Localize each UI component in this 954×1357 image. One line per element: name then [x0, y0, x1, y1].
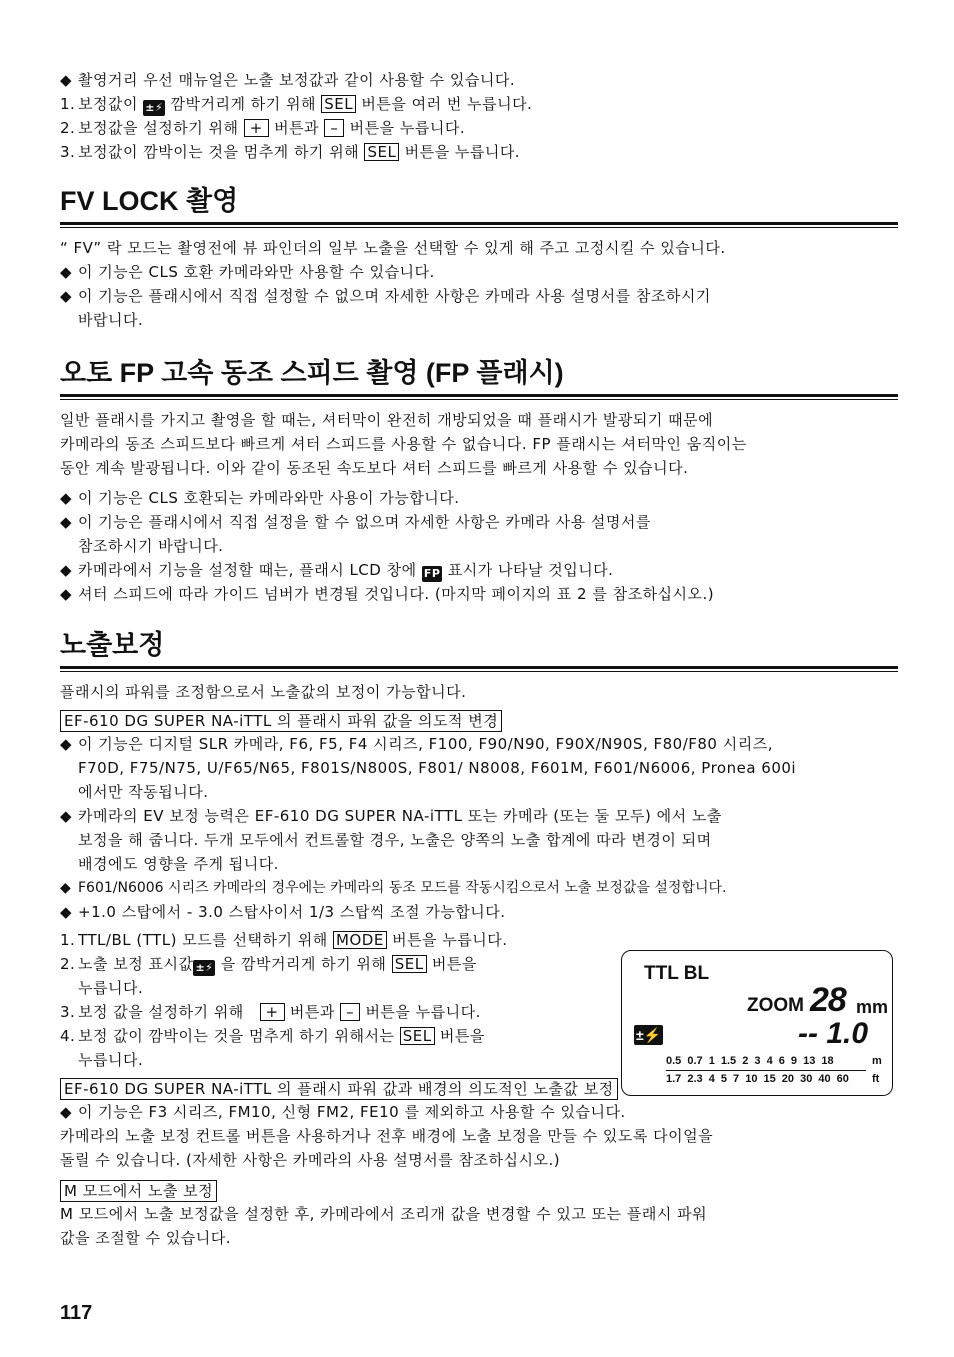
flash-compensation-icon: ±⚡	[145, 101, 164, 114]
lcd-distance-scale-m: 0.5 0.7 1 1.5 2 3 4 6 9 13 18	[666, 1055, 834, 1067]
bullet: ◆ 이 기능은 F3 시리즈, FM10, 신형 FM2, FE10 를 제외하고 사용할 수 있습니다.	[60, 1103, 626, 1121]
divider	[60, 222, 898, 225]
bullet: ◆ +1.0 스탑에서 - 3.0 스탑사이서 1/3 스탑씩 조절 가능합니다.	[60, 903, 506, 921]
section-title: 노출보정	[60, 630, 165, 660]
paragraph-line: 값을 조절할 수 있습니다.	[60, 1229, 231, 1247]
lcd-mode: TTL BL	[644, 963, 710, 984]
bullet: ◆ 이 기능은 CLS 호환되는 카메라와만 사용이 가능합니다.	[60, 489, 460, 507]
bullet: ◆ 이 기능은 CLS 호환 카메라와만 사용할 수 있습니다.	[60, 263, 435, 281]
subsection-title: EF-610 DG SUPER NA-iTTL 의 플래시 파워 값을 의도적 변경	[60, 710, 502, 732]
paragraph: 플래시의 파워를 조정함으로서 노출값의 보정이 가능합니다.	[60, 683, 467, 701]
bullet: ◆ 셔터 스피드에 따라 가이드 넘버가 변경될 것입니다. (마지막 페이지의 표 2 를 참조하십시오.)	[60, 585, 715, 603]
minus-key: –	[324, 119, 344, 137]
subsection-title: EF-610 DG SUPER NA-iTTL 의 플래시 파워 값과 배경의 의도적인 노출값 보정	[60, 1078, 618, 1100]
step-continuation: 누릅니다.	[78, 979, 144, 997]
plus-key: +	[244, 119, 269, 137]
section-title: FV LOCK 촬영	[60, 186, 239, 216]
bullet: ◆ 카메라에서 기능을 설정할 때는, 플래시 LCD 창에 FP 표시가 나타날 것입니다.	[60, 561, 614, 580]
paragraph-line: M 모드에서 노출 보정값을 설정한 후, 카메라에서 조리개 값을 변경할 수 있고 또는 플래시 파워	[60, 1205, 708, 1223]
intro-step-2: 2. 보정값을 설정하기 위해 + 버튼과 – 버튼을 누릅니다.	[60, 119, 466, 137]
fp-section	[60, 356, 898, 606]
lcd-unit-ft: ft	[872, 1073, 880, 1085]
fv-lock-section	[60, 184, 898, 332]
bullet-continuation: 바랍니다.	[78, 311, 144, 329]
sel-key: SEL	[364, 143, 399, 161]
lcd-panel-illustration	[621, 950, 893, 1096]
bullet-continuation: 보정을 해 줍니다. 두개 모두에서 컨트롤할 경우, 노출은 양쪽의 노출 합계에 따라 변경이 되며	[78, 831, 712, 849]
section-title: 오토 FP 고속 동조 스피드 촬영 (FP 플래시)	[60, 358, 564, 388]
flash-compensation-icon: ±⚡	[636, 1027, 662, 1043]
intro-step-1: 1. 보정값이 ±⚡ 깜박거리게 하기 위해 SEL 버튼을 여러 번 누릅니다.	[60, 95, 533, 114]
lcd-distance-scale-ft: 1.7 2.3 4 5 7 10 15 20 30 40 60	[666, 1073, 849, 1085]
lcd-zoom-unit: mm	[856, 997, 889, 1017]
sel-key: SEL	[392, 955, 427, 973]
bullet: ◆ 이 기능은 디지털 SLR 카메라, F6, F5, F4 시리즈, F100, F90/N90, F90X/N90S, F80/F80 시리즈,	[60, 735, 773, 753]
page-number: 117	[60, 1302, 93, 1324]
bullet: ◆ 이 기능은 플래시에서 직접 설정할 수 없으며 자세한 사항은 카메라 사용 설명서를 참조하시기	[60, 287, 711, 305]
bullet-continuation: F70D, F75/N75, U/F65/N65, F801S/N800S, F801/ N8008, F601M, F601/N6006, Pronea 600i	[78, 759, 797, 777]
bullet-continuation: 배경에도 영향을 주게 됩니다.	[78, 855, 279, 873]
step-3: 3. 보정 값을 설정하기 위해 + 버튼과 – 버튼을 누릅니다.	[60, 1003, 481, 1021]
step-4: 4. 보정 값이 깜박이는 것을 멈추게 하기 위해서는 SEL 버튼을	[60, 1027, 485, 1045]
paragraph-line: 카메라의 노출 보정 컨트롤 버튼을 사용하거나 전후 배경에 노출 보정을 만들 수 있도록 다이얼을	[60, 1127, 714, 1145]
divider	[60, 394, 898, 397]
intro-bullet: ◆ 촬영거리 우선 매뉴얼은 노출 보정값과 같이 사용할 수 있습니다.	[60, 71, 516, 89]
fp-icon: FP	[423, 567, 441, 580]
plus-key: +	[260, 1003, 285, 1021]
steps	[60, 928, 612, 1072]
bullet: ◆ 이 기능은 플래시에서 직접 설정을 할 수 없으며 자세한 사항은 카메라 사용 설명서를	[60, 513, 651, 531]
bullet-continuation: 에서만 작동됩니다.	[78, 783, 209, 801]
bullet: ◆ F601/N6006 시리즈 카메라의 경우에는 카메라의 동조 모드를 작동시킴으로서 노출 보정값을 설정합니다.	[60, 880, 727, 896]
paragraph-line: 돌릴 수 있습니다. (자세한 사항은 카메라의 사용 설명서를 참조하십시오.)	[60, 1151, 561, 1169]
lcd-zoom-label: ZOOM	[747, 995, 804, 1016]
flash-compensation-icon: ±⚡	[195, 961, 214, 974]
subsection-title: M 모드에서 노출 보정	[60, 1180, 217, 1202]
sel-key: SEL	[400, 1027, 435, 1045]
minus-key: –	[340, 1003, 360, 1021]
mode-key: MODE	[333, 931, 387, 949]
lcd-unit-m: m	[872, 1055, 882, 1067]
exposure-compensation-section	[60, 628, 898, 1250]
step-2: 2. 노출 보정 표시값 ±⚡ 을 깜박거리게 하기 위해 SEL 버튼을	[60, 955, 477, 974]
step-1: 1. TTL/BL (TTL) 모드를 선택하기 위해 MODE 버튼을 누릅니다.	[60, 931, 508, 949]
divider	[60, 666, 898, 669]
sel-key: SEL	[321, 95, 356, 113]
paragraph-line: 동안 계속 발광됩니다. 이와 같이 동조된 속도보다 셔터 스피드를 빠르게 사용할 수 있습니다.	[60, 459, 689, 477]
bullet: ◆ 카메라의 EV 보정 능력은 EF-610 DG SUPER NA-iTTL 또는 카메라 (또는 둘 모두) 에서 노출	[60, 807, 722, 825]
paragraph-line: 카메라의 동조 스피드보다 빠르게 셔터 스피드를 사용할 수 없습니다. FP 플래시는 셔터막인 움직이는	[60, 435, 747, 453]
paragraph-line: 일반 플래시를 가지고 촬영을 할 때는, 셔터막이 완전히 개방되었을 때 플래시가 발광되기 때문에	[60, 411, 714, 429]
lcd-compensation-value: -- 1.0	[798, 1017, 869, 1050]
step-continuation: 누릅니다.	[78, 1051, 144, 1069]
paragraph: “ FV” 락 모드는 촬영전에 뷰 파인더의 일부 노출을 선택할 수 있게 해 주고 고정시킬 수 있습니다.	[60, 239, 726, 257]
lcd-scale-bar	[666, 1070, 866, 1071]
bullet-continuation: 참조하시기 바랍니다.	[78, 537, 224, 555]
lcd-zoom-value: 28	[810, 981, 846, 1019]
intro-step-3: 3. 보정값이 깜박이는 것을 멈추게 하기 위해 SEL 버튼을 누릅니다.	[60, 143, 521, 161]
